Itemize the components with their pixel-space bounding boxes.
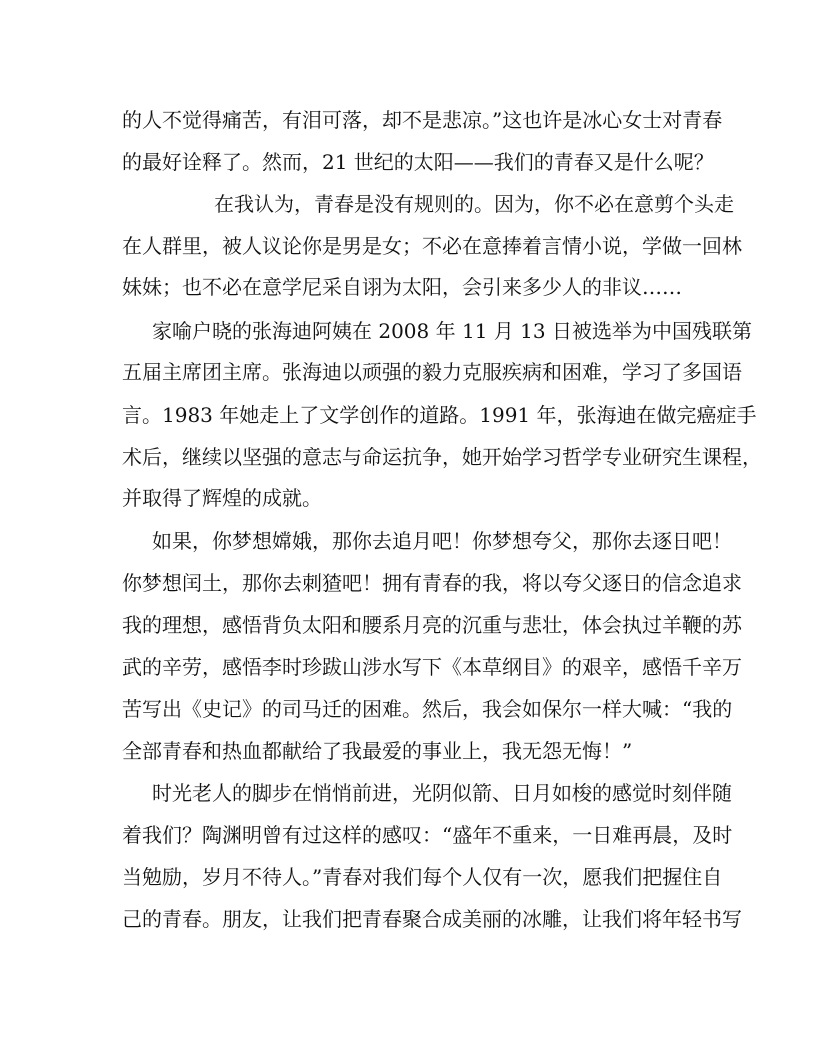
text-line: 的最好诠释了。然而，21 世纪的太阳——我们的青春又是什么呢？ [122,150,714,174]
text-line: 在人群里，被人议论你是男是女；不必在意捧着言情小说，学做一回林 [122,234,742,258]
text-line: 如果，你梦想嫦娥，那你去追月吧！你梦想夸父，那你去逐日吧！ [152,529,732,553]
text-line: 全部青春和热血都献给了我最爱的事业上，我无怨无悔！” [122,739,633,763]
text-line: 的人不觉得痛苦，有泪可落，却不是悲凉。”这也许是冰心女士对青春 [122,108,723,132]
text-line: 家喻户晓的张海迪阿姨在 2008 年 11 月 13 日被选举为中国残联第 [152,319,752,343]
text-line: 言。1983 年她走上了文学创作的道路。1991 年，张海迪在做完癌症手 [122,403,757,427]
text-line: 武的辛劳，感悟李时珍跋山涉水写下《本草纲目》的艰辛，感悟千辛万 [122,655,742,679]
text-line: 妹妹；也不必在意学尼采自诩为太阳，会引来多少人的非议…… [122,275,682,299]
text-line: 在我认为，青春是没有规则的。因为，你不必在意剪个头走 [214,192,734,216]
text-line: 你梦想闰土，那你去刺猹吧！拥有青春的我，将以夸父逐日的信念追求 [122,571,742,595]
text-line: 苦写出《史记》的司马迁的困难。然后，我会如保尔一样大喊：“我的 [122,697,733,721]
text-line: 我的理想，感悟背负太阳和腰系月亮的沉重与悲壮，体会执过羊鞭的苏 [122,613,742,637]
text-line: 着我们？陶渊明曾有过这样的感叹：“盛年不重来，一日难再晨，及时 [122,823,733,847]
text-line: 并取得了辉煌的成就。 [122,486,322,510]
text-line: 时光老人的脚步在悄悄前进，光阴似箭、日月如梭的感觉时刻伴随 [152,781,732,805]
text-line: 五届主席团主席。张海迪以顽强的毅力克服疾病和困难，学习了多国语 [122,360,742,384]
text-line: 己的青春。朋友，让我们把青春聚合成美丽的冰雕，让我们将年轻书写 [122,907,742,931]
text-line: 当勉励，岁月不待人。”青春对我们每个人仅有一次，愿我们把握住自 [122,865,723,889]
text-line: 术后，继续以坚强的意志与命运抗争，她开始学习哲学专业研究生课程， [122,445,762,469]
